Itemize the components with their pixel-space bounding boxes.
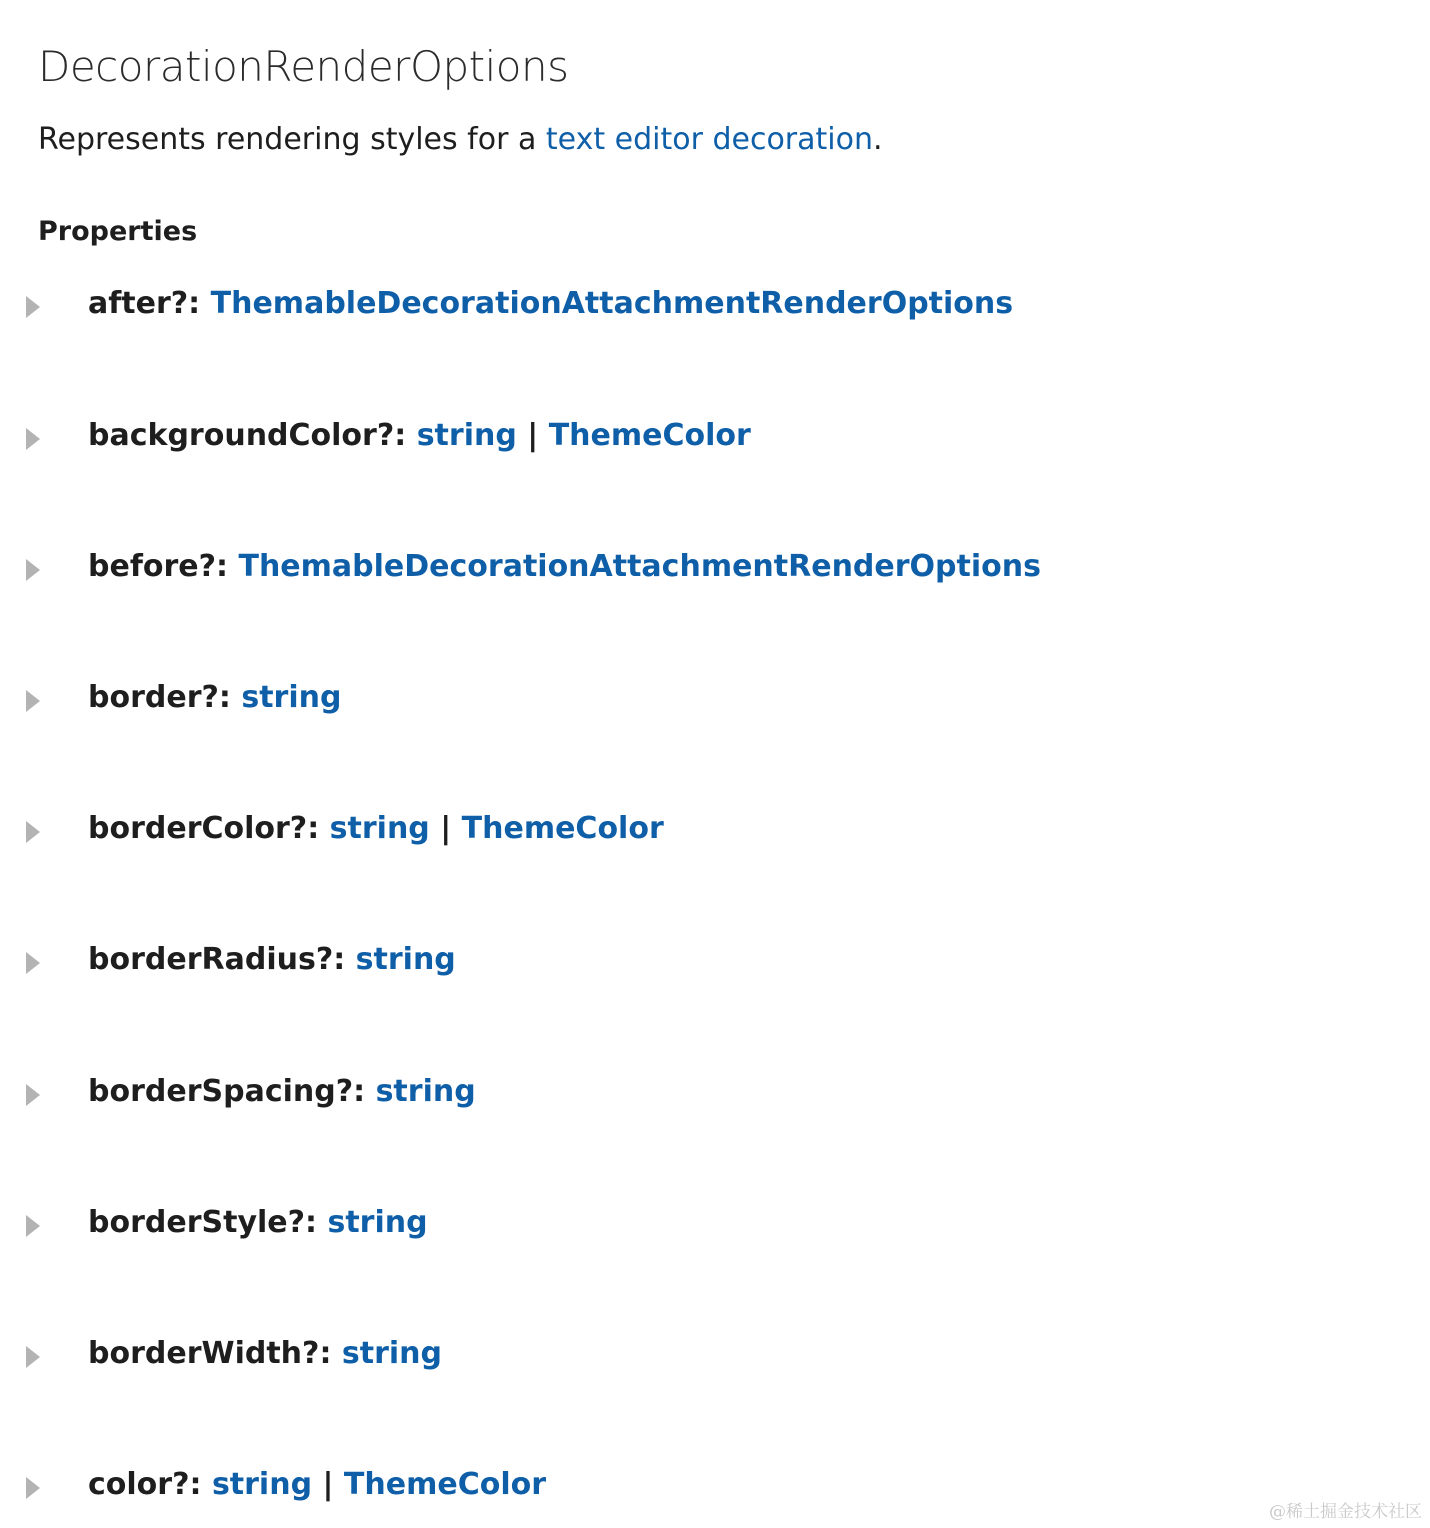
expand-triangle-icon[interactable] [26,821,40,843]
expand-triangle-icon[interactable] [26,1346,40,1368]
property-name: borderColor?: [88,811,320,846]
type-link[interactable]: string [327,1205,428,1240]
property-before[interactable] [0,545,1041,595]
description-prefix: Represents rendering styles for a [38,122,546,157]
property-signature [88,286,1013,321]
property-borderColor[interactable] [0,807,1000,857]
property-signature [88,1336,442,1371]
text-editor-decoration-link[interactable]: text editor decoration [545,122,873,157]
type-link[interactable]: ThemableDecorationAttachmentRenderOptions [210,286,1014,321]
type-link[interactable]: ThemableDecorationAttachmentRenderOptions [238,549,1041,584]
type-link[interactable]: string [355,942,456,977]
property-name: backgroundColor?: [88,418,407,453]
property-name: borderSpacing?: [88,1074,366,1109]
property-signature [88,1205,428,1240]
property-name: borderStyle?: [88,1205,318,1240]
type-link[interactable]: string [211,1467,313,1502]
property-name: borderRadius?: [88,942,346,977]
type-separator: | [527,418,539,453]
property-color[interactable] [0,1463,1000,1513]
property-name: borderWidth?: [88,1336,332,1371]
type-link[interactable]: string [329,811,430,846]
type-link[interactable]: string [341,1336,443,1371]
property-borderRadius[interactable] [0,938,1000,988]
property-signature [88,418,751,453]
property-borderWidth[interactable] [0,1332,1000,1382]
expand-triangle-icon[interactable] [26,952,40,974]
type-link[interactable]: ThemeColor [343,1467,547,1502]
page-title: DecorationRenderOptions [38,42,569,92]
property-signature [88,680,341,715]
property-borderSpacing[interactable] [0,1070,1000,1120]
property-signature [88,1467,546,1502]
property-after[interactable] [0,282,1014,332]
expand-triangle-icon[interactable] [26,1084,40,1106]
property-signature [88,942,456,977]
type-separator: | [322,1467,334,1502]
type-link[interactable]: string [375,1074,476,1109]
type-link[interactable]: ThemeColor [461,811,664,846]
property-name: before?: [88,549,229,584]
expand-triangle-icon[interactable] [26,1477,40,1499]
property-name: after?: [88,286,201,321]
type-link[interactable]: string [241,680,342,715]
property-border[interactable] [0,676,1000,726]
watermark: @稀土掘金技术社区 [1269,1502,1422,1522]
type-link[interactable]: string [416,418,517,453]
type-link[interactable]: ThemeColor [548,418,751,453]
expand-triangle-icon[interactable] [26,559,40,581]
property-signature [88,549,1041,584]
property-backgroundColor[interactable] [0,414,1000,464]
expand-triangle-icon[interactable] [26,690,40,712]
expand-triangle-icon[interactable] [26,1215,40,1237]
properties-heading: Properties [38,216,198,248]
description-suffix: . [873,122,883,157]
expand-triangle-icon[interactable] [26,428,40,450]
property-borderStyle[interactable] [0,1201,1000,1251]
property-signature [88,811,664,846]
type-separator: | [440,811,452,846]
property-signature [88,1074,476,1109]
property-name: color?: [88,1467,202,1502]
expand-triangle-icon[interactable] [26,296,40,318]
property-name: border?: [88,680,231,715]
